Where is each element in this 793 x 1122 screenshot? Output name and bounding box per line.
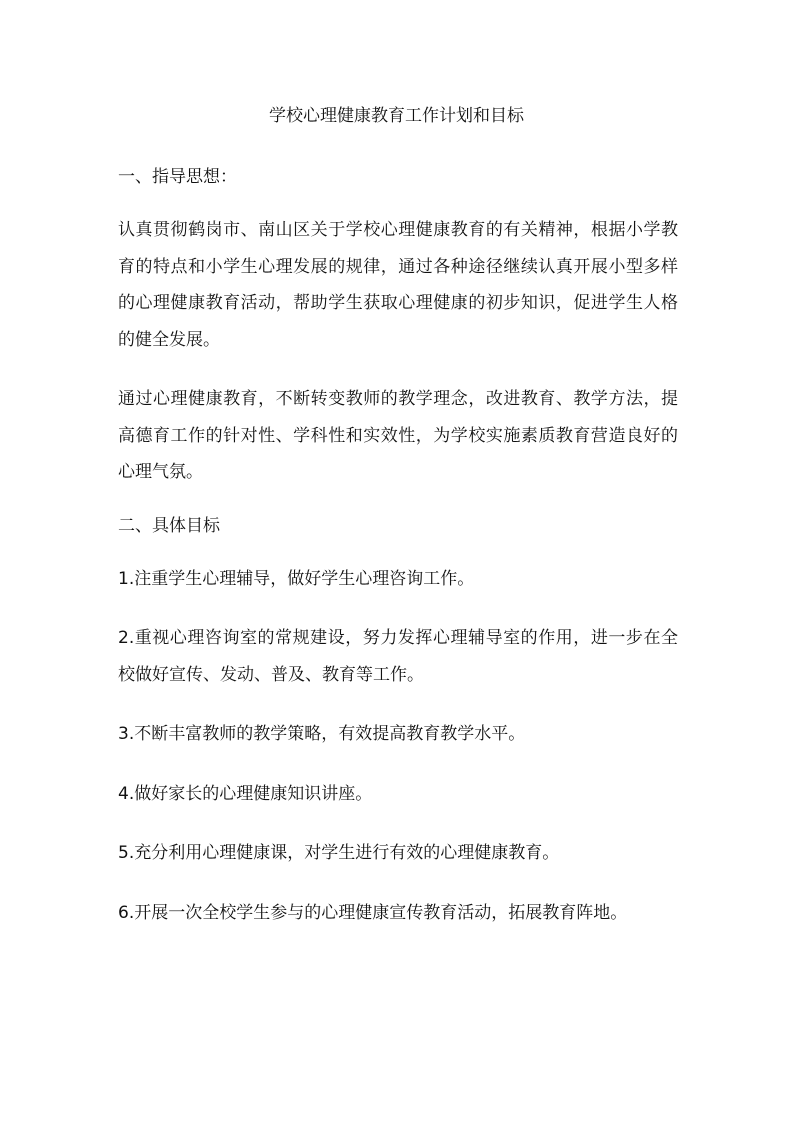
goal-item-4: 4.做好家长的心理健康知识讲座。 xyxy=(118,783,373,804)
section-heading-guiding-ideology: 一、指导思想： xyxy=(118,167,237,187)
goal-item-5: 5.充分利用心理健康课，对学生进行有效的心理健康教育。 xyxy=(118,843,560,863)
section-heading-specific-goals: 二、具体目标 xyxy=(118,515,220,536)
paragraph-teacher-concepts: 通过心理健康教育，不断转变教师的教学理念，改进教育、教学方法，提高德育工作的针对性、学科性和实效性，为学校实施素质教育营造良好的心理气氛。 xyxy=(118,389,678,482)
document-body xyxy=(118,165,678,954)
goal-item-1: 1.注重学生心理辅导，做好学生心理咨询工作。 xyxy=(118,568,475,589)
document-title: 学校心理健康教育工作计划和目标 xyxy=(269,106,524,126)
goal-item-6: 6.开展一次全校学生参与的心理健康宣传教育活动，拓展教育阵地。 xyxy=(118,902,628,923)
goal-item-2: 2.重视心理咨询室的常规建设，努力发挥心理辅导室的作用，进一步在全校做好宣传、发动、普及、教育等工作。 xyxy=(118,628,678,685)
goal-item-3: 3.不断丰富教师的教学策略，有效提高教育教学水平。 xyxy=(118,724,526,744)
paragraph-guiding-ideology: 认真贯彻鹤岗市、南山区关于学校心理健康教育的有关精神，根据小学教育的特点和小学生心理发展的规律，通过各种途径继续认真开展小型多样的心理健康教育活动，帮助学生获取心理健康的初步知识，促进学生人格的健全发展。 xyxy=(118,220,678,350)
